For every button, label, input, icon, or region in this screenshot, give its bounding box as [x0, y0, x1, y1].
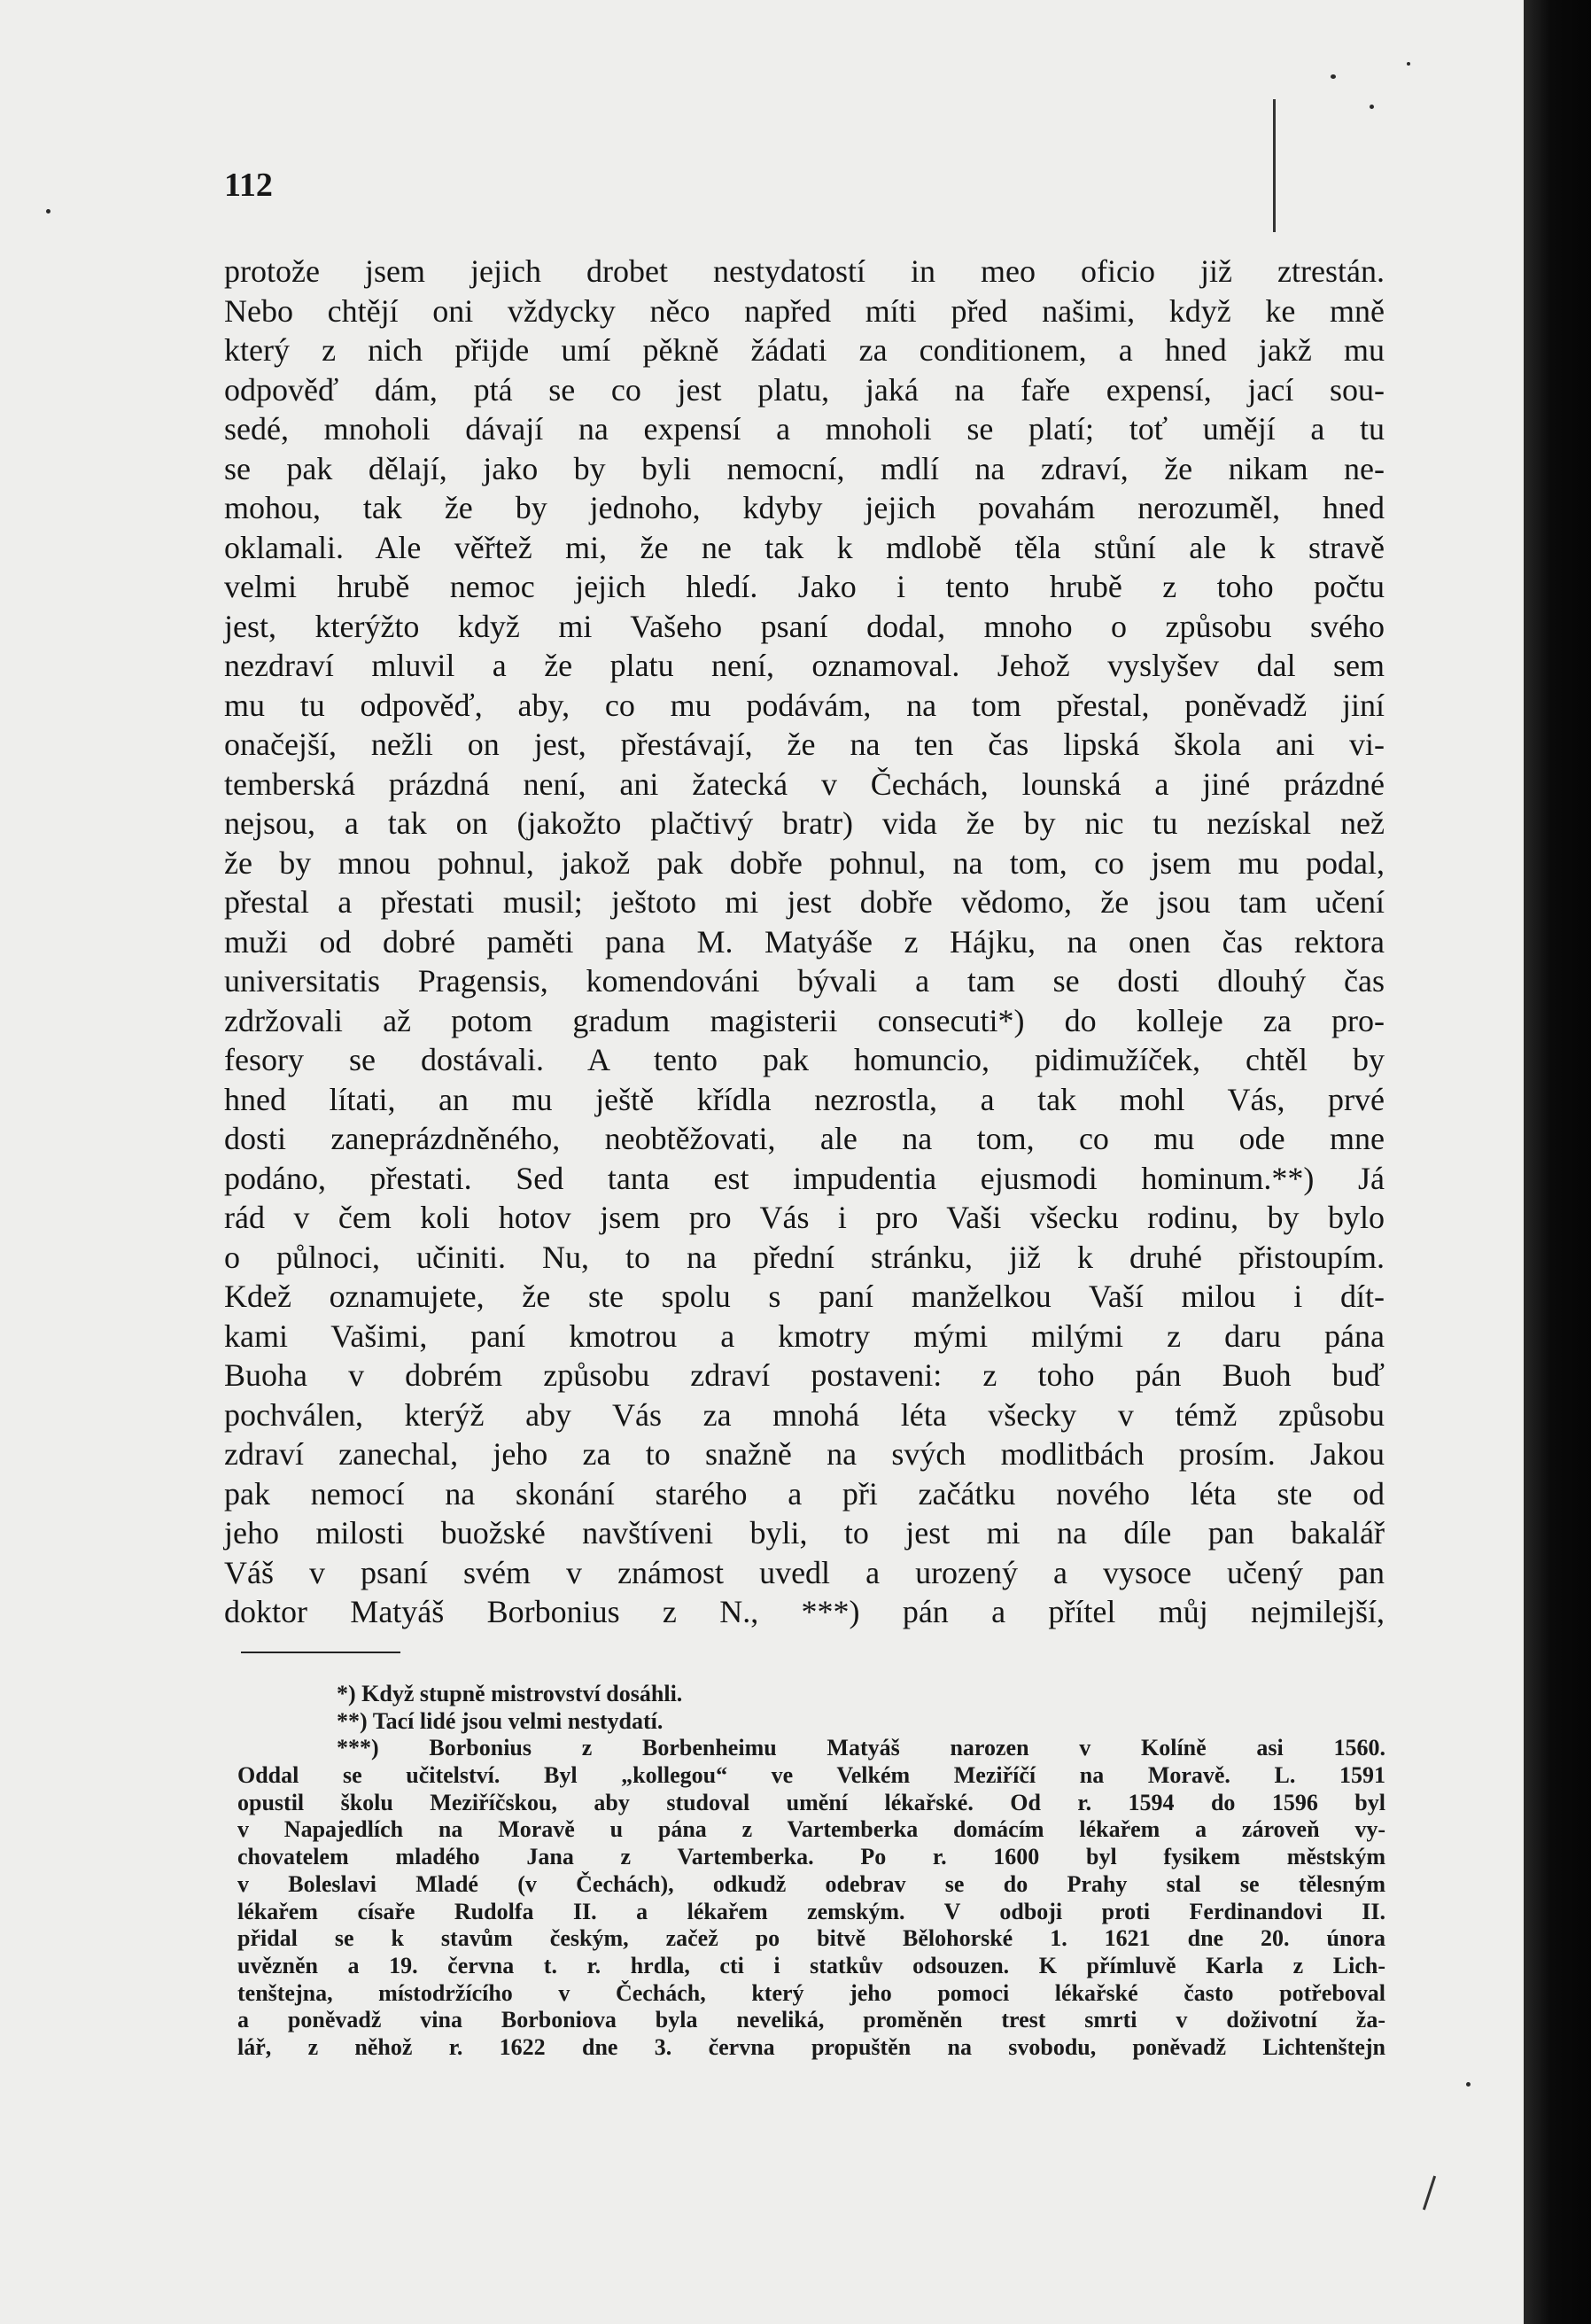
- footnote-3-line: v Napajedlích na Moravě u pána z Vartemberka domácím lékařem a zároveň vy-: [237, 1816, 1385, 1843]
- text-line: o půlnoci, učiniti. Nu, to na přední stránku, již k druhé přistoupím.: [224, 1239, 1385, 1275]
- text-line: oklamali. Ale věřtež mi, že ne tak k mdlobě těla stůní ale k stravě: [224, 529, 1385, 565]
- text-line: velmi hrubě nemoc jejich hledí. Jako i tento hrubě z toho počtu: [224, 569, 1385, 604]
- text-line: Buoha v dobrém způsobu zdraví postaveni: z toho pán Buoh buď: [224, 1357, 1385, 1393]
- text-line: přestal a přestati musil; ještoto mi jest dobře vědomo, že jsou tam učení: [224, 884, 1385, 920]
- footnote-1: *) Když stupně mistrovství dosáhli.: [337, 1681, 683, 1706]
- text-line: onačejší, nežli on jest, přestávají, že na ten čas lipská škola ani vi-: [224, 727, 1385, 762]
- text-line: fesory se dostávali. A tento pak homuncio, pidimužíček, chtěl by: [224, 1042, 1385, 1077]
- text-line: kami Vašimi, paní kmotrou a kmotry mými milými z daru pána: [224, 1317, 1385, 1354]
- footnote-3-line: chovatelem mladého Jana z Vartemberka. Po r. 1600 byl fysikem městským: [237, 1844, 1385, 1870]
- text-line: že by mnou pohnul, jakož pak dobře pohnul, na tom, co jsem mu podal,: [224, 844, 1385, 881]
- footnote-3-line: tenštejna, místodržícího v Čechách, který jeho pomoci lékařské často potřeboval: [237, 1979, 1385, 2006]
- text-line: zdraví zanechal, jeho za to snažně na svých modlitbách prosím. Jakou: [224, 1436, 1385, 1472]
- footnote-3-line: ***) Borbonius z Borbenheimu Matyáš narozen v Kolíně asi 1560.: [337, 1735, 1385, 1761]
- scan-speck: [1407, 62, 1410, 66]
- text-line: podáno, přestati. Sed tanta est impudentia ejusmodi hominum.**) Já: [224, 1160, 1385, 1196]
- text-line: muži od dobré paměti pana M. Matyáše z Hájku, na onen čas rektora: [224, 923, 1385, 960]
- scan-artifact: [1273, 99, 1276, 232]
- text-line: mu tu odpověď, aby, co mu podávám, na tom přestal, poněvadž jiní: [224, 687, 1385, 723]
- text-line: zdržovali až potom gradum magisterii consecuti*) do kolleje za pro-: [224, 1002, 1385, 1038]
- text-line: protože jsem jejich drobet nestydatostí in meo oficio již ztrestán.: [224, 253, 1385, 289]
- text-line: Nebo chtějí oni vždycky něco napřed míti před našimi, když ke mně: [224, 292, 1385, 329]
- scan-speck: [1466, 2082, 1471, 2087]
- text-line: mohou, tak že by jednoho, kdyby jejich povahám nerozuměl, hned: [224, 490, 1385, 525]
- text-line: se pak dělají, jako by byli nemocní, mdlí na zdraví, že nikam ne-: [224, 450, 1385, 486]
- text-line: temberská prázdná není, ani žatecká v Čechách, lounská a jiné prázdné: [224, 766, 1385, 802]
- text-line: sedé, mnoholi dávají na expensí a mnoholi se platí; toť umějí a tu: [224, 411, 1385, 447]
- text-line: pochválen, kterýž aby Vás za mnohá léta všecky v témž způsobu: [224, 1396, 1385, 1433]
- footnote-3-line: opustil školu Meziříčskou, aby studoval umění lékařské. Od r. 1594 do 1596 byl: [237, 1789, 1385, 1815]
- text-line: dosti zaneprázdněného, neobtěžovati, ale na tom, co mu ode mne: [224, 1121, 1385, 1156]
- text-line: jest, kterýžto když mi Vašeho psaní dodal, mnoho o způsobu svého: [224, 608, 1385, 644]
- text-line: doktor Matyáš Borbonius z N., ***) pán a přítel můj nejmilejší,: [224, 1594, 1385, 1629]
- text-line: Kdež oznamujete, že ste spolu s paní manželkou Vaší milou i dít-: [224, 1279, 1385, 1314]
- text-line: jeho milosti buožské navštíveni byli, to jest mi na díle pan bakalář: [224, 1515, 1385, 1551]
- footnote-3-line: lékařem císaře Rudolfa II. a lékařem zemským. V odboji proti Ferdinandovi II.: [237, 1898, 1385, 1924]
- footnote-3-line: lář, z něhož r. 1622 dne 3. června propuštěn na svobodu, poněvadž Lichtenštejn: [237, 2033, 1385, 2060]
- footnote-3-line: přidal se k stavům českým, začež po bitvě Bělohorské 1. 1621 dne 20. února: [237, 1925, 1385, 1952]
- text-line: který z nich přijde umí pěkně žádati za conditionem, a hned jakž mu: [224, 332, 1385, 368]
- page-number: 112: [224, 167, 273, 204]
- scan-dark-edge: [1524, 0, 1591, 2324]
- text-line: nejsou, a tak on (jakožto plačtivý bratr) vida že by nic tu nezískal než: [224, 805, 1385, 841]
- footnote-2: **) Tací lidé jsou velmi nestydatí.: [337, 1707, 664, 1734]
- text-line: odpověď dám, ptá se co jest platu, jaká na faře expensí, jací sou-: [224, 371, 1385, 408]
- text-line: Váš v psaní svém v známost uvedl a urozený a vysoce učený pan: [224, 1554, 1385, 1590]
- footnote-divider: [241, 1652, 400, 1653]
- footnote-3-line: Oddal se učitelství. Byl „kollegou“ ve Velkém Meziříčí na Moravě. L. 1591: [237, 1762, 1385, 1789]
- scan-artifact: [1423, 2176, 1436, 2211]
- scan-speck: [1331, 74, 1336, 79]
- footnote-3-line: a poněvadž vina Borboniova byla neveliká, proměněn trest smrti v doživotní ža-: [237, 2007, 1385, 2033]
- footnote-3-line: v Boleslavi Mladé (v Čechách), odkudž odebrav se do Prahy stal se tělesným: [237, 1870, 1385, 1897]
- scan-speck: [46, 209, 50, 214]
- footnote-3-line: uvězněn a 19. června t. r. hrdla, cti i statkův odsouzen. K přímluvě Karla z Lich-: [237, 1952, 1385, 1978]
- text-line: rád v čem koli hotov jsem pro Vás i pro Vaši všecku rodinu, by bylo: [224, 1200, 1385, 1235]
- scan-speck: [1370, 105, 1374, 109]
- text-line: hned lítati, an mu ještě křídla nezrostla, a tak mohl Vás, prvé: [224, 1081, 1385, 1117]
- text-line: pak nemocí na skonání starého a při začátku nového léta ste od: [224, 1475, 1385, 1512]
- text-line: nezdraví mluvil a že platu není, oznamoval. Jehož vyslyšev dal sem: [224, 648, 1385, 683]
- footnotes-block: [237, 1681, 1385, 2062]
- text-line: universitatis Pragensis, komendováni bývali a tam se dosti dlouhý čas: [224, 963, 1385, 999]
- main-text-block: [224, 252, 1385, 1632]
